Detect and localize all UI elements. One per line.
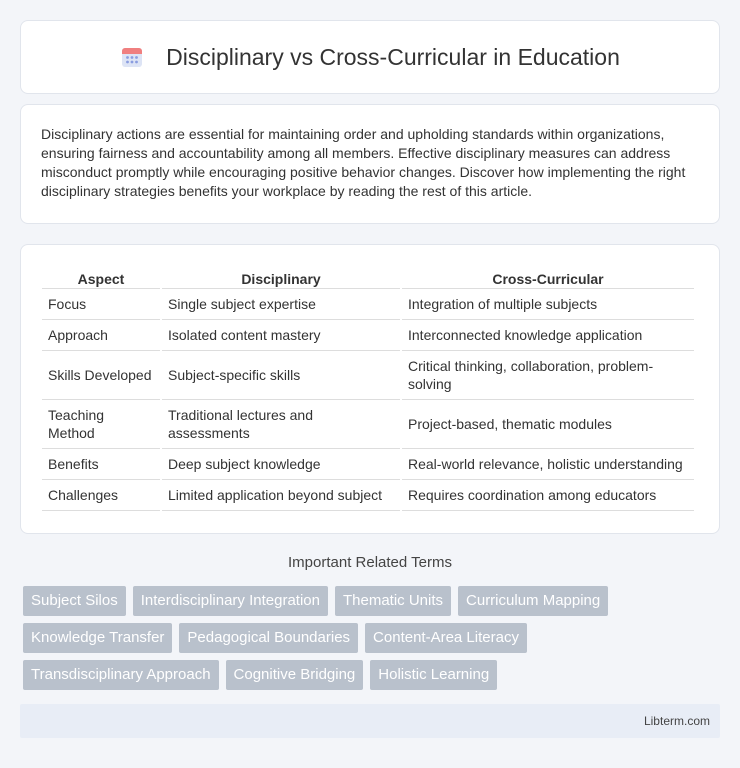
related-terms-tags bbox=[23, 586, 723, 690]
table-cell: Requires coordination among educators bbox=[402, 480, 694, 511]
tag-interdisciplinary-integration[interactable]: Interdisciplinary Integration bbox=[133, 586, 328, 616]
table-row bbox=[42, 351, 694, 400]
table-cell: Teaching Method bbox=[42, 400, 160, 449]
table-cell: Limited application beyond subject bbox=[162, 480, 400, 511]
table-header-row bbox=[42, 265, 694, 289]
header-inner bbox=[120, 44, 620, 71]
table-row bbox=[42, 400, 694, 449]
table-row bbox=[42, 289, 694, 320]
table-cell: Traditional lectures and assessments bbox=[162, 400, 400, 449]
table-cell: Challenges bbox=[42, 480, 160, 511]
footer bbox=[20, 704, 720, 738]
tag-subject-silos[interactable]: Subject Silos bbox=[23, 586, 126, 616]
table-cell: Interconnected knowledge application bbox=[402, 320, 694, 351]
comparison-table-card bbox=[20, 244, 720, 534]
tag-transdisciplinary-approach[interactable]: Transdisciplinary Approach bbox=[23, 660, 219, 690]
footer-link[interactable]: Libterm.com bbox=[643, 714, 710, 728]
table-cell: Project-based, thematic modules bbox=[402, 400, 694, 449]
table-cell: Integration of multiple subjects bbox=[402, 289, 694, 320]
table-cell: Critical thinking, collaboration, problem-solving bbox=[402, 351, 694, 400]
table-cell: Real-world relevance, holistic understanding bbox=[402, 449, 694, 480]
tag-cognitive-bridging[interactable]: Cognitive Bridging bbox=[226, 660, 364, 690]
table-row bbox=[42, 480, 694, 511]
related-terms-title: Important Related Terms bbox=[288, 554, 452, 571]
page-title: Disciplinary vs Cross-Curricular in Education bbox=[166, 43, 620, 70]
table-cell: Skills Developed bbox=[42, 351, 160, 400]
tag-pedagogical-boundaries[interactable]: Pedagogical Boundaries bbox=[179, 623, 358, 653]
calendar-icon bbox=[120, 45, 144, 69]
table-cell: Deep subject knowledge bbox=[162, 449, 400, 480]
header-cross-curricular: Cross-Curricular bbox=[402, 265, 694, 289]
comparison-table bbox=[40, 265, 696, 511]
table-cell: Approach bbox=[42, 320, 160, 351]
tag-thematic-units[interactable]: Thematic Units bbox=[335, 586, 451, 616]
table-cell: Subject-specific skills bbox=[162, 351, 400, 400]
header-disciplinary: Disciplinary bbox=[162, 265, 400, 289]
table-cell: Single subject expertise bbox=[162, 289, 400, 320]
header-card bbox=[20, 20, 720, 94]
intro-text: Disciplinary actions are essential for maintaining order and upholding standards within organizations, ensuring fairness and accountability among all members. Effective disciplinary measures can address misconduct promptly while encouraging positive behavior changes. Discover how implementing the right disciplinary strategies benefits your workplace by reading the rest of this article. bbox=[41, 126, 686, 199]
intro-card bbox=[20, 104, 720, 224]
tag-holistic-learning[interactable]: Holistic Learning bbox=[370, 660, 497, 690]
table-cell: Isolated content mastery bbox=[162, 320, 400, 351]
header-aspect: Aspect bbox=[42, 265, 160, 289]
table-cell: Benefits bbox=[42, 449, 160, 480]
table-row bbox=[42, 320, 694, 351]
tag-curriculum-mapping[interactable]: Curriculum Mapping bbox=[458, 586, 608, 616]
table-row bbox=[42, 449, 694, 480]
tag-content-area-literacy[interactable]: Content-Area Literacy bbox=[365, 623, 527, 653]
table-cell: Focus bbox=[42, 289, 160, 320]
tag-knowledge-transfer[interactable]: Knowledge Transfer bbox=[23, 623, 172, 653]
